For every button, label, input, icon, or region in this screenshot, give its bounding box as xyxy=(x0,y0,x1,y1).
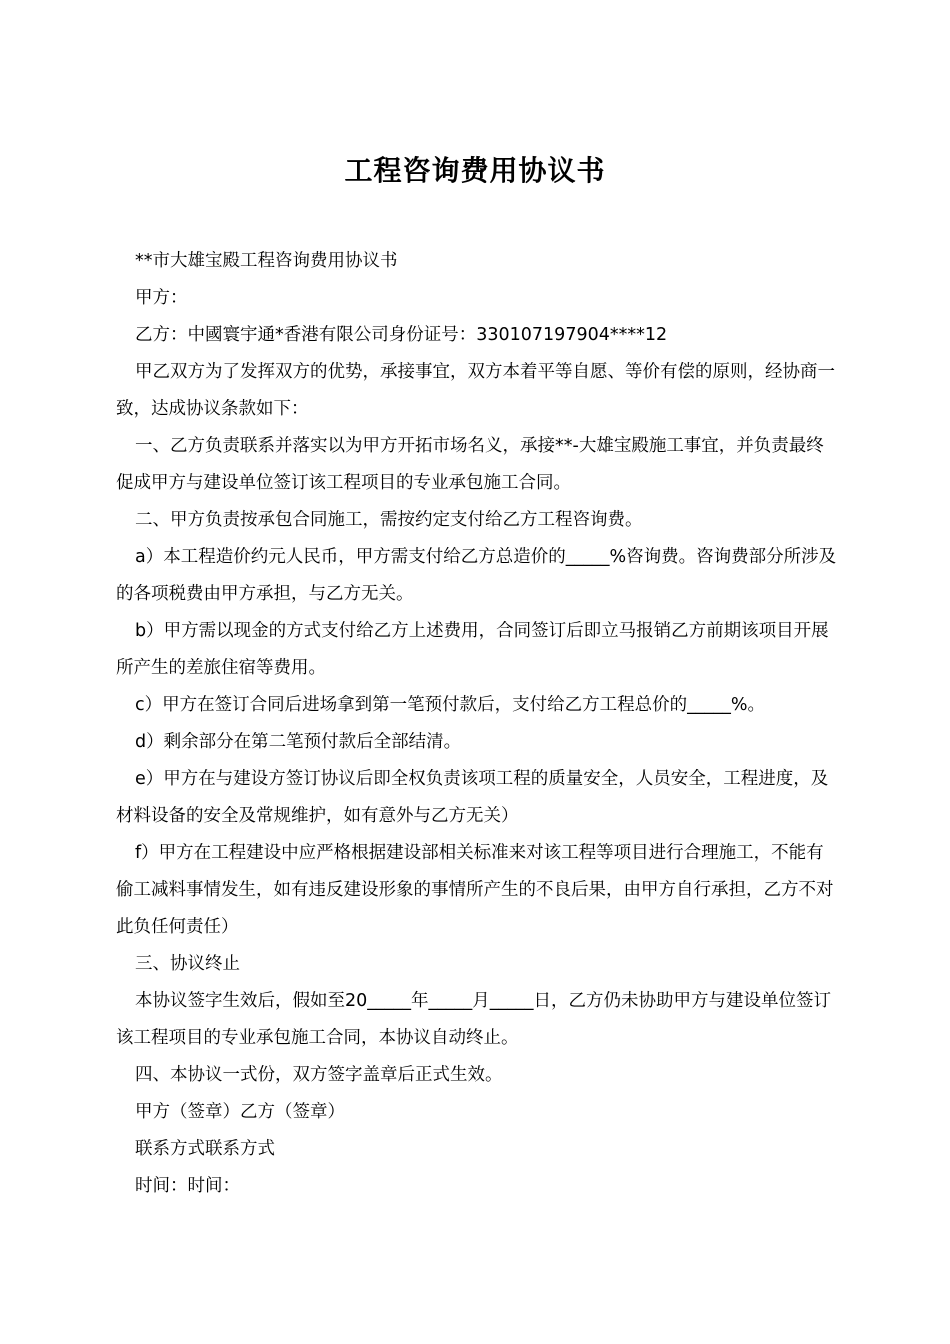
paragraph-clause-2f: f）甲方在工程建设中应严格根据建设部相关标准来对该工程等项目进行合理施工，不能有偷工减料事情发生，如有违反建设形象的事情所产生的不良后果，由甲方自行承担，乙方不对此负任何责任） xyxy=(116,843,834,937)
paragraph-clause-3: 三、协议终止 xyxy=(135,954,240,974)
paragraph-clause-2d: d）剩余部分在第二笔预付款后全部结清。 xyxy=(135,732,462,752)
paragraph-dates: 时间：时间： xyxy=(135,1176,240,1196)
paragraph-signatures: 甲方（签章）乙方（签章） xyxy=(135,1102,345,1122)
paragraph-clause-2: 二、甲方负责按承包合同施工，需按约定支付给乙方工程咨询费。 xyxy=(135,510,643,530)
paragraph-party-a: 甲方： xyxy=(135,288,188,308)
paragraph-clause-2a: a）本工程造价约元人民币，甲方需支付给乙方总造价的_____%咨询费。咨询费部分所涉及的各项税费由甲方承担，与乙方无关。 xyxy=(116,547,837,604)
paragraph-clause-2b: b）甲方需以现金的方式支付给乙方上述费用，合同签订后即立马报销乙方前期该项目开展所产生的差旅住宿等费用。 xyxy=(116,621,829,678)
paragraph-clause-2c: c）甲方在签订合同后进场拿到第一笔预付款后，支付给乙方工程总价的_____%。 xyxy=(135,695,765,715)
paragraph-clause-4: 四、本协议一式份，双方签字盖章后正式生效。 xyxy=(135,1065,503,1085)
paragraph-clause-2e: e）甲方在与建设方签订协议后即全权负责该项工程的质量安全，人员安全，工程进度，及材料设备的安全及常规维护，如有意外与乙方无关） xyxy=(116,769,829,826)
paragraph-termination: 本协议签字生效后，假如至20_____年_____月_____日，乙方仍未协助甲方与建设单位签订该工程项目的专业承包施工合同，本协议自动终止。 xyxy=(116,991,832,1048)
paragraph-party-b: 乙方：中國寰宇通*香港有限公司身份证号：330107197904****12 xyxy=(135,325,668,345)
paragraph-subtitle: **市大雄宝殿工程咨询费用协议书 xyxy=(135,251,398,271)
document-body xyxy=(116,243,838,1205)
paragraph-clause-1: 一、乙方负责联系并落实以为甲方开拓市场名义，承接**-大雄宝殿施工事宜，并负责最终促成甲方与建设单位签订该工程项目的专业承包施工合同。 xyxy=(116,436,824,493)
paragraph-preamble: 甲乙双方为了发挥双方的优势，承接事宜，双方本着平等自愿、等价有偿的原则，经协商一致，达成协议条款如下： xyxy=(116,362,835,419)
document-title: 工程咨询费用协议书 xyxy=(344,153,606,187)
paragraph-contacts: 联系方式联系方式 xyxy=(135,1139,275,1159)
